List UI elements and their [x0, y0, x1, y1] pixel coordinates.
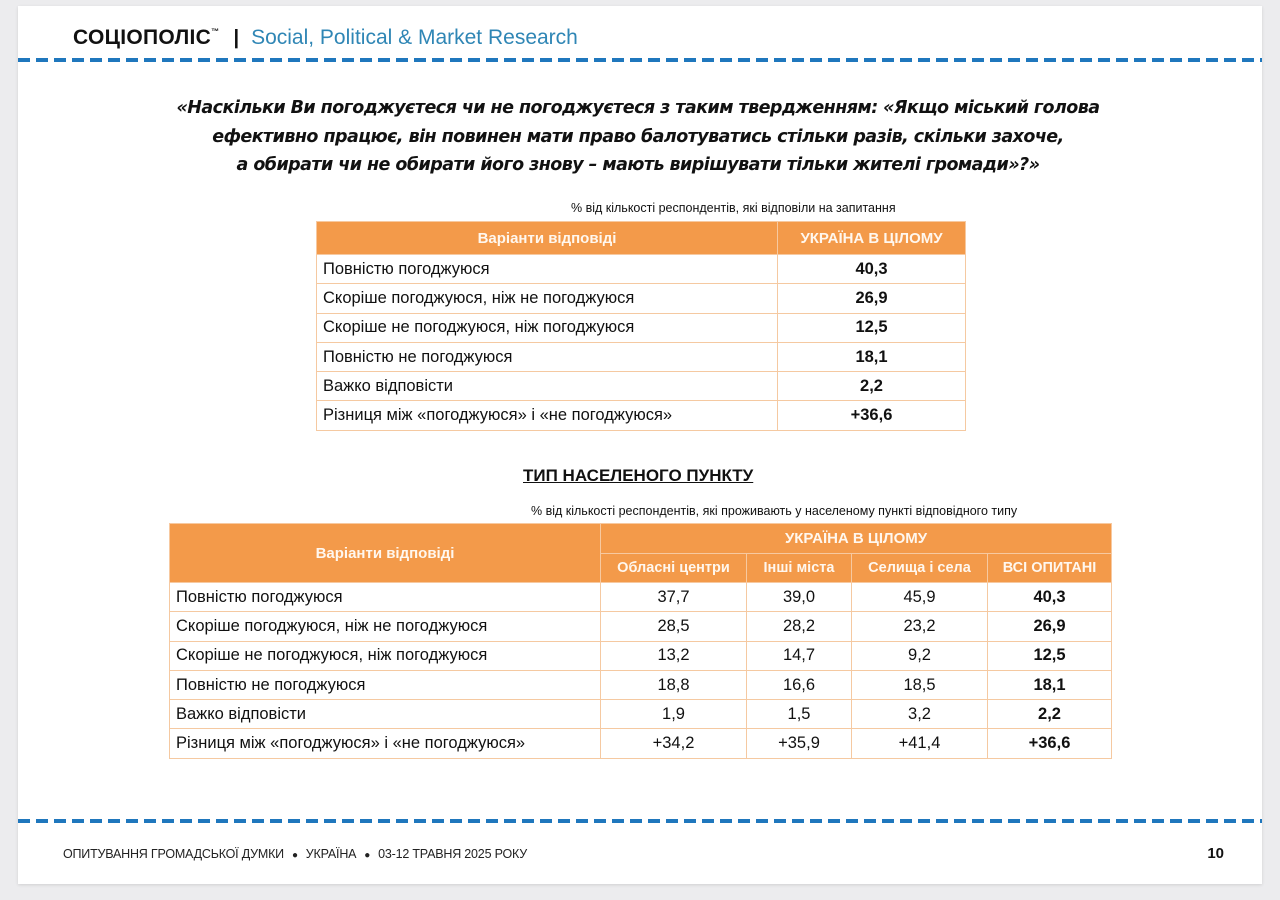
value-all-respondents: 12,5	[988, 641, 1112, 670]
row-label: Повністю не погоджуюся	[317, 342, 778, 371]
row-label: Різниця між «погоджуюся» і «не погоджуюся»	[170, 729, 601, 758]
table-row	[317, 313, 966, 342]
value-regional-centers: 18,8	[601, 670, 747, 699]
value-towns-villages: 45,9	[852, 583, 988, 612]
table-row	[317, 401, 966, 430]
header-ukraine-total: УКРАЇНА В ЦІЛОМУ	[778, 222, 966, 255]
table-row	[317, 255, 966, 284]
bullet-icon: ●	[364, 850, 371, 861]
value-other-cities: 28,2	[747, 612, 852, 641]
row-label: Скоріше не погоджуюся, ніж погоджуюся	[170, 641, 601, 670]
row-label: Різниця між «погоджуюся» і «не погоджуюся»	[317, 401, 778, 430]
table-row	[317, 284, 966, 313]
value-regional-centers: 37,7	[601, 583, 747, 612]
footer-country: УКРАЇНА	[305, 847, 357, 861]
value-other-cities: +35,9	[747, 729, 852, 758]
value-all-respondents: +36,6	[988, 729, 1112, 758]
value-regional-centers: 13,2	[601, 641, 747, 670]
row-label: Повністю не погоджуюся	[170, 670, 601, 699]
footer	[63, 847, 527, 861]
brand-name: СОЦІОПОЛІС	[73, 26, 212, 49]
top-dashed-divider	[18, 58, 1262, 62]
bottom-dashed-divider	[18, 819, 1262, 823]
table-row	[170, 641, 1112, 670]
footer-survey: ОПИТУВАННЯ ГРОМАДСЬКОЇ ДУМКИ	[63, 847, 284, 861]
question-line: «Наскільки Ви погоджуєтеся чи не погоджуєтеся з таким твердженням: «Якщо міський голова	[176, 98, 1100, 118]
header-all-respondents: ВСІ ОПИТАНІ	[988, 554, 1112, 583]
table-row	[170, 729, 1112, 758]
value-other-cities: 16,6	[747, 670, 852, 699]
value-towns-villages: 23,2	[852, 612, 988, 641]
question-line: а обирати чи не обирати його знову – мають вирішувати тільки жителі громади»?»	[236, 155, 1040, 175]
row-label: Повністю погоджуюся	[170, 583, 601, 612]
value-towns-villages: 3,2	[852, 700, 988, 729]
header-separator: |	[233, 27, 240, 49]
value-towns-villages: 18,5	[852, 670, 988, 699]
value-all-respondents: 18,1	[988, 670, 1112, 699]
header-other-cities: Інші міста	[747, 554, 852, 583]
row-label: Скоріше погоджуюся, ніж не погоджуюся	[317, 284, 778, 313]
row-label: Важко відповісти	[170, 700, 601, 729]
tagline: Social, Political & Market Research	[251, 26, 578, 49]
header-ukraine-total: УКРАЇНА В ЦІЛОМУ	[601, 524, 1112, 554]
value-towns-villages: 9,2	[852, 641, 988, 670]
row-label: Повністю погоджуюся	[317, 255, 778, 284]
header	[73, 26, 578, 50]
bullet-icon: ●	[291, 850, 298, 861]
value-regional-centers: 1,9	[601, 700, 747, 729]
table-header-row	[170, 524, 1112, 554]
table-header-row	[317, 222, 966, 255]
question-text	[118, 94, 1158, 180]
page-number: 10	[1207, 845, 1224, 862]
brand-logo	[73, 26, 219, 50]
value-other-cities: 1,5	[747, 700, 852, 729]
row-value: 40,3	[778, 255, 966, 284]
overall-results-table	[316, 221, 966, 431]
header-towns-villages: Селища і села	[852, 554, 988, 583]
row-value: 18,1	[778, 342, 966, 371]
row-value: 26,9	[778, 284, 966, 313]
table-row	[170, 700, 1112, 729]
table-row	[317, 342, 966, 371]
value-other-cities: 14,7	[747, 641, 852, 670]
value-regional-centers: 28,5	[601, 612, 747, 641]
table2-note: % від кількості респондентів, які проживають у населеному пункті відповідного типу	[531, 504, 1018, 518]
row-value: 12,5	[778, 313, 966, 342]
value-regional-centers: +34,2	[601, 729, 747, 758]
row-value: 2,2	[778, 372, 966, 401]
value-all-respondents: 40,3	[988, 583, 1112, 612]
question-line: ефективно працює, він повинен мати право балотуватись стільки разів, скільки захоче,	[212, 126, 1064, 147]
header-answer-options: Варіанти відповіді	[170, 524, 601, 583]
table1-note: % від кількості респондентів, які відповіли на запитання	[571, 201, 896, 215]
value-all-respondents: 26,9	[988, 612, 1112, 641]
row-label: Скоріше погоджуюся, ніж не погоджуюся	[170, 612, 601, 641]
header-regional-centers: Обласні центри	[601, 554, 747, 583]
table-row	[170, 583, 1112, 612]
settlement-type-table	[169, 523, 1112, 759]
table-row	[170, 612, 1112, 641]
table-row	[170, 670, 1112, 699]
table-row	[317, 372, 966, 401]
row-label: Скоріше не погоджуюся, ніж погоджуюся	[317, 313, 778, 342]
slide-page	[18, 6, 1262, 884]
value-other-cities: 39,0	[747, 583, 852, 612]
row-label: Важко відповісти	[317, 372, 778, 401]
section-title: ТИП НАСЕЛЕНОГО ПУНКТУ	[523, 466, 754, 485]
value-towns-villages: +41,4	[852, 729, 988, 758]
row-value: +36,6	[778, 401, 966, 430]
trademark: ™	[211, 27, 220, 36]
footer-dates: 03-12 ТРАВНЯ 2025 РОКУ	[378, 847, 527, 861]
value-all-respondents: 2,2	[988, 700, 1112, 729]
header-answer-options: Варіанти відповіді	[317, 222, 778, 255]
